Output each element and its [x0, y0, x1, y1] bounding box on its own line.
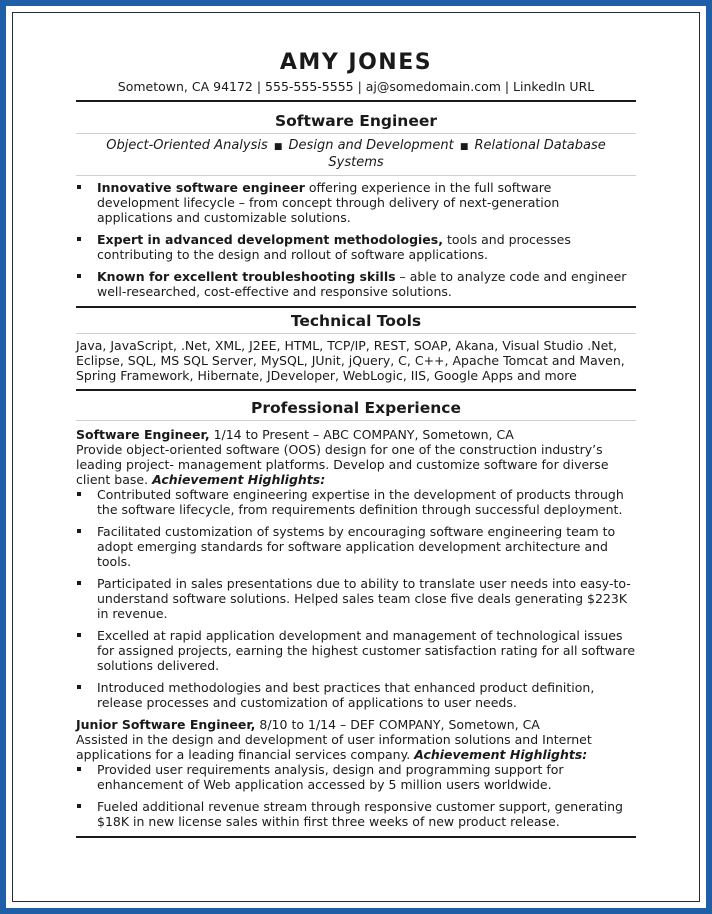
highlights-label: Achievement Highlights: — [152, 472, 326, 487]
job-bullets — [76, 762, 636, 829]
square-bullet-icon — [77, 633, 81, 637]
square-bullet-icon — [77, 185, 81, 189]
summary-section — [76, 110, 636, 299]
bullet-text: Participated in sales presentations due to ability to translate user needs into easy-to-understand software solutions. Helped sales team close five deals generating $223K in revenue. — [97, 576, 631, 621]
square-bullet-icon — [77, 529, 81, 533]
square-bullet-icon — [77, 767, 81, 771]
summary-bullets — [76, 180, 636, 299]
bullet-text: Provided user requirements analysis, design and programming support for enhancement of Web application accessed by 5 million users worldwide. — [97, 762, 564, 792]
bullet-text: Introduced methodologies and best practices that enhanced product definition, release processes and customization of applications to user needs. — [97, 680, 595, 710]
bullet-lead: Innovative software engineer — [97, 180, 305, 195]
summary-title: Software Engineer — [274, 112, 438, 130]
square-bullet-icon — [77, 581, 81, 585]
bullet-text: Excelled at rapid application development and management of technological issues for assigned projects, earning the highest customer satisfaction rating for all software solutions delivered. — [97, 628, 636, 673]
job-description — [76, 732, 636, 762]
bullet-text: Facilitated customization of systems by encouraging software engineering team to adopt emerging standards for software application development architecture and tools. — [97, 524, 616, 569]
list-item — [76, 799, 636, 829]
job-description — [76, 442, 636, 487]
job-description-text: Provide object-oriented software (OOS) design for one of the construction industry’s leading project- management platforms. Develop and customize software for diverse client base. — [76, 442, 609, 487]
square-bullet-icon: ■ — [459, 142, 469, 152]
tools-list: Java, JavaScript, .Net, XML, J2EE, HTML, TCP/IP, REST, SOAP, Akana, Visual Studio .Net, Eclipse, SQL, MS SQL Server, MySQL, JUnit, jQuery, C, C++, Apache Tomcat and Maven, Spring Framework, Hibernate, JDeveloper, WebLogic, IIS, Google Apps and more — [76, 338, 625, 383]
list-item — [76, 576, 636, 621]
summary-bottom-divider — [76, 175, 636, 176]
job-role: Junior Software Engineer, — [76, 717, 256, 732]
job-bullets — [76, 487, 636, 710]
footer-divider — [76, 836, 636, 838]
summary-top-divider — [76, 133, 636, 134]
focus-area: Object-Oriented Analysis — [106, 138, 268, 153]
experience-section — [76, 397, 636, 829]
square-bullet-icon — [77, 685, 81, 689]
job-role: Software Engineer, — [76, 427, 210, 442]
candidate-name: AMY JONES — [279, 50, 433, 75]
list-item — [76, 487, 636, 517]
header-divider — [76, 100, 636, 102]
bullet-text: Fueled additional revenue stream through responsive customer support, generating $18K in new license sales within first three weeks of new product release. — [97, 799, 623, 829]
square-bullet-icon — [77, 237, 81, 241]
list-item — [76, 232, 636, 262]
square-bullet-icon — [77, 492, 81, 496]
tools-title-divider — [76, 333, 636, 334]
job-heading — [76, 717, 636, 732]
experience-title: Professional Experience — [251, 399, 461, 417]
focus-area: Relational Database Systems — [328, 138, 606, 170]
job-heading — [76, 427, 636, 442]
experience-title-divider — [76, 420, 636, 421]
list-item — [76, 628, 636, 673]
job-entry — [76, 427, 636, 710]
list-item — [76, 680, 636, 710]
bullet-text: tools and processes contributing to the design and rollout of software applications. — [97, 232, 571, 262]
tools-divider — [76, 306, 636, 308]
bullet-lead: Known for excellent troubleshooting skills — [97, 269, 396, 284]
job-description-text: Assisted in the design and development of user information solutions and Internet applications for a leading financial services company. — [76, 732, 592, 762]
bullet-text: – able to analyze code and engineer well-researched, cost-effective and responsive solutions. — [97, 269, 627, 299]
tools-section — [76, 310, 636, 383]
list-item — [76, 269, 636, 299]
job-details: 1/14 to Present – ABC COMPANY, Sometown, CA — [209, 427, 514, 442]
tools-title: Technical Tools — [290, 312, 422, 330]
contact-line: Sometown, CA 94172 | 555-555-5555 | aj@somedomain.com | LinkedIn URL — [117, 79, 595, 94]
bullet-text: offering experience in the full software development lifecycle – from concept through delivery of next-generation applications and customizable solutions. — [97, 180, 560, 225]
bullet-lead: Expert in advanced development methodologies, — [97, 232, 443, 247]
square-bullet-icon — [77, 804, 81, 808]
job-entry — [76, 717, 636, 829]
focus-area: Design and Development — [288, 138, 454, 153]
list-item — [76, 180, 636, 225]
focus-areas — [96, 138, 616, 171]
list-item — [76, 524, 636, 569]
experience-divider — [76, 389, 636, 391]
highlights-label: Achievement Highlights: — [414, 747, 588, 762]
square-bullet-icon — [77, 274, 81, 278]
list-item — [76, 762, 636, 792]
square-bullet-icon: ■ — [273, 142, 283, 152]
bullet-text: Contributed software engineering expertise in the development of products through the software lifecycle, from requirements definition through successful deployment. — [97, 487, 624, 517]
resume-page — [76, 48, 636, 838]
job-details: 8/10 to 1/14 – DEF COMPANY, Sometown, CA — [255, 717, 540, 732]
